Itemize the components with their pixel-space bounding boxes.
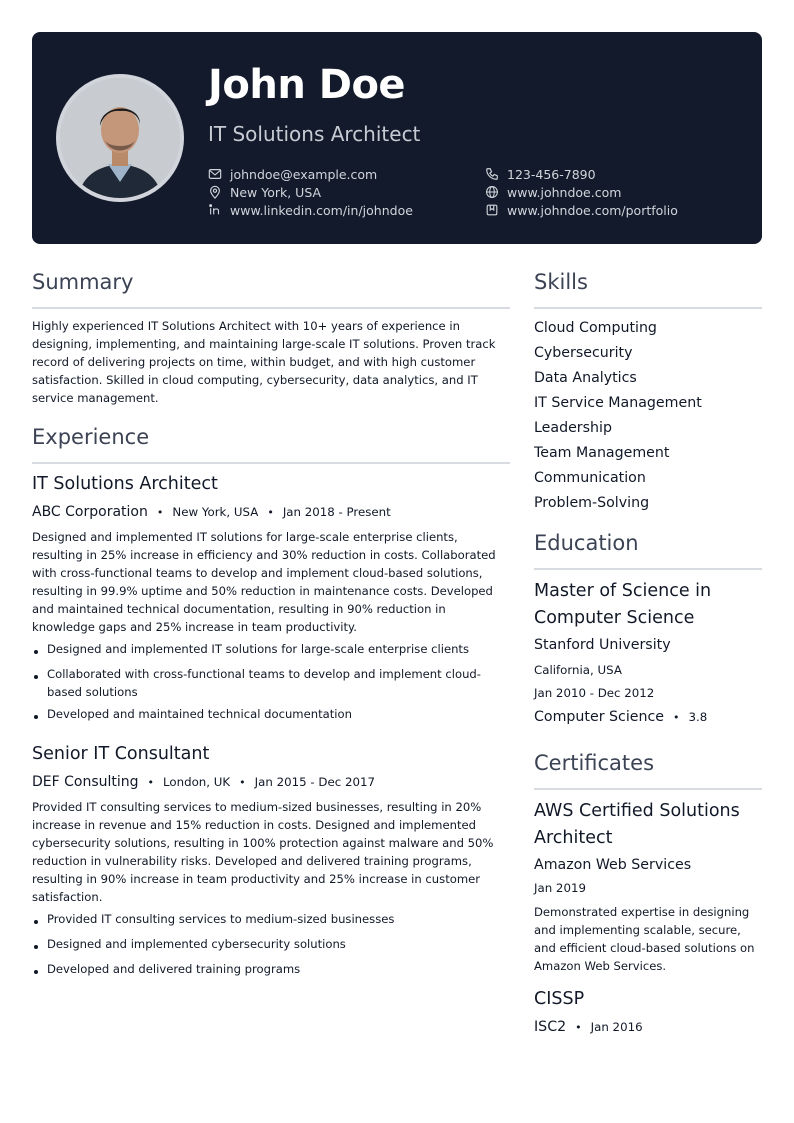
contact-phone-text: 123-456-7890 bbox=[507, 166, 596, 182]
map-pin-icon bbox=[208, 185, 222, 199]
job-bullet: Designed and implemented cybersecurity solutions bbox=[32, 935, 512, 953]
certificates-heading: Certificates bbox=[534, 751, 655, 775]
separator-dot: • bbox=[673, 711, 680, 724]
summary-heading: Summary bbox=[32, 270, 134, 294]
contact-location bbox=[208, 183, 321, 201]
education-gpa: 3.8 bbox=[688, 710, 708, 724]
resume-header bbox=[32, 32, 762, 244]
education-divider bbox=[534, 568, 762, 570]
contact-email-text: johndoe@example.com bbox=[230, 166, 378, 182]
job-title: IT Solutions Architect bbox=[32, 474, 218, 494]
certificate-name: AWS Certified Solutions Architect bbox=[534, 801, 740, 848]
linkedin-icon bbox=[208, 203, 222, 217]
contact-portfolio-text: www.johndoe.com/portfolio bbox=[507, 202, 678, 218]
job-bullets bbox=[32, 640, 512, 723]
job-company: ABC Corporation bbox=[32, 504, 148, 520]
education-field-row bbox=[534, 709, 707, 725]
skill-item: Problem-Solving bbox=[534, 495, 650, 511]
contact-phone[interactable] bbox=[485, 165, 596, 183]
job-company: DEF Consulting bbox=[32, 774, 139, 790]
job-dates: Jan 2015 - Dec 2017 bbox=[254, 775, 375, 789]
certificate-issuer: Amazon Web Services bbox=[534, 857, 692, 873]
skill-item: Cloud Computing bbox=[534, 320, 657, 336]
certificates-divider bbox=[534, 788, 762, 790]
skill-item: IT Service Management bbox=[534, 395, 702, 411]
education-field: Computer Science bbox=[534, 709, 665, 725]
certificate-date: Jan 2016 bbox=[590, 1020, 643, 1034]
envelope-icon bbox=[208, 167, 222, 181]
job-title: Senior IT Consultant bbox=[32, 744, 210, 764]
certificate-meta bbox=[534, 1019, 643, 1035]
job-meta bbox=[32, 504, 391, 520]
skill-item: Communication bbox=[534, 470, 646, 486]
contact-portfolio[interactable] bbox=[485, 201, 678, 219]
certificate-name: CISSP bbox=[534, 989, 585, 1009]
education-degree: Master of Science in Computer Science bbox=[534, 581, 712, 628]
separator-dot: • bbox=[147, 776, 155, 789]
job-description: Provided IT consulting services to medium-sized businesses, resulting in 20% increase in revenue and 15% reduction in costs. Designed and implemented cybersecurity solutions, resulting in 100% protection against malware and 50% reduction in vulnerability risks. Developed and delivered training programs, resulting in 90% increase in team productivity and 25% increase in customer satisfaction. bbox=[32, 800, 494, 904]
candidate-title: IT Solutions Architect bbox=[208, 122, 421, 146]
job-bullets bbox=[32, 910, 512, 978]
job-description: Designed and implemented IT solutions for large-scale enterprise clients, resulting in 25% increase in efficiency and 30% reduction in costs. Collaborated with cross-functional teams to develop and implement cloud-based solutions, resulting in 99.9% uptime and 50% reduction in maintenance costs. Developed and maintained technical documentation, resulting in 90% reduction in knowledge gaps and 25% increase in team productivity. bbox=[32, 530, 496, 634]
job-bullet: Designed and implemented IT solutions for large-scale enterprise clients bbox=[32, 640, 512, 658]
skill-item: Leadership bbox=[534, 420, 612, 436]
separator-dot: • bbox=[156, 506, 164, 519]
job-bullet: Provided IT consulting services to medium-sized businesses bbox=[32, 910, 512, 928]
contact-linkedin[interactable] bbox=[208, 201, 413, 219]
skill-item: Team Management bbox=[534, 445, 670, 461]
profile-photo bbox=[56, 74, 184, 202]
certificate-issuer: ISC2 bbox=[534, 1019, 567, 1035]
summary-text: Highly experienced IT Solutions Architect with 10+ years of experience in designing, implementing, and maintaining large-scale IT solutions. Proven track record of delivering projects on time, within budget, and with high customer satisfaction. Skilled in cloud computing, cybersecurity, data analytics, and IT service management. bbox=[32, 319, 496, 405]
job-meta bbox=[32, 774, 375, 790]
skills-heading: Skills bbox=[534, 270, 588, 294]
skills-list bbox=[534, 316, 702, 516]
skill-item: Cybersecurity bbox=[534, 345, 633, 361]
job-bullet: Developed and maintained technical documentation bbox=[32, 705, 512, 723]
contact-linkedin-text: www.linkedin.com/in/johndoe bbox=[230, 202, 413, 218]
skill-item: Data Analytics bbox=[534, 370, 637, 386]
job-dates: Jan 2018 - Present bbox=[282, 505, 391, 519]
education-heading: Education bbox=[534, 531, 639, 555]
job-location: New York, USA bbox=[172, 505, 259, 519]
education-dates: Jan 2010 - Dec 2012 bbox=[534, 686, 655, 700]
separator-dot: • bbox=[267, 506, 274, 519]
contact-website-text: www.johndoe.com bbox=[507, 184, 622, 200]
summary-divider bbox=[32, 307, 510, 309]
contact-email[interactable] bbox=[208, 165, 377, 183]
profile-photo-image bbox=[60, 78, 180, 198]
separator-dot: • bbox=[575, 1021, 582, 1034]
separator-dot: • bbox=[239, 776, 246, 789]
portfolio-icon bbox=[485, 203, 499, 217]
contact-location-text: New York, USA bbox=[230, 184, 322, 200]
certificate-date: Jan 2019 bbox=[534, 881, 586, 895]
experience-divider bbox=[32, 462, 510, 464]
job-bullet: Collaborated with cross-functional teams to develop and implement cloud-based solutions bbox=[32, 665, 512, 701]
contact-website[interactable] bbox=[485, 183, 621, 201]
experience-heading: Experience bbox=[32, 425, 150, 449]
phone-icon bbox=[485, 167, 499, 181]
globe-icon bbox=[485, 185, 499, 199]
certificate-description: Demonstrated expertise in designing and implementing scalable, secure, and efficient cloud-based solutions on Amazon Web Services. bbox=[534, 905, 755, 973]
education-location: California, USA bbox=[534, 663, 622, 677]
skills-divider bbox=[534, 307, 762, 309]
job-bullet: Developed and delivered training programs bbox=[32, 960, 512, 978]
education-school: Stanford University bbox=[534, 637, 671, 653]
candidate-name: John Doe bbox=[208, 62, 406, 108]
job-location: London, UK bbox=[163, 775, 231, 789]
